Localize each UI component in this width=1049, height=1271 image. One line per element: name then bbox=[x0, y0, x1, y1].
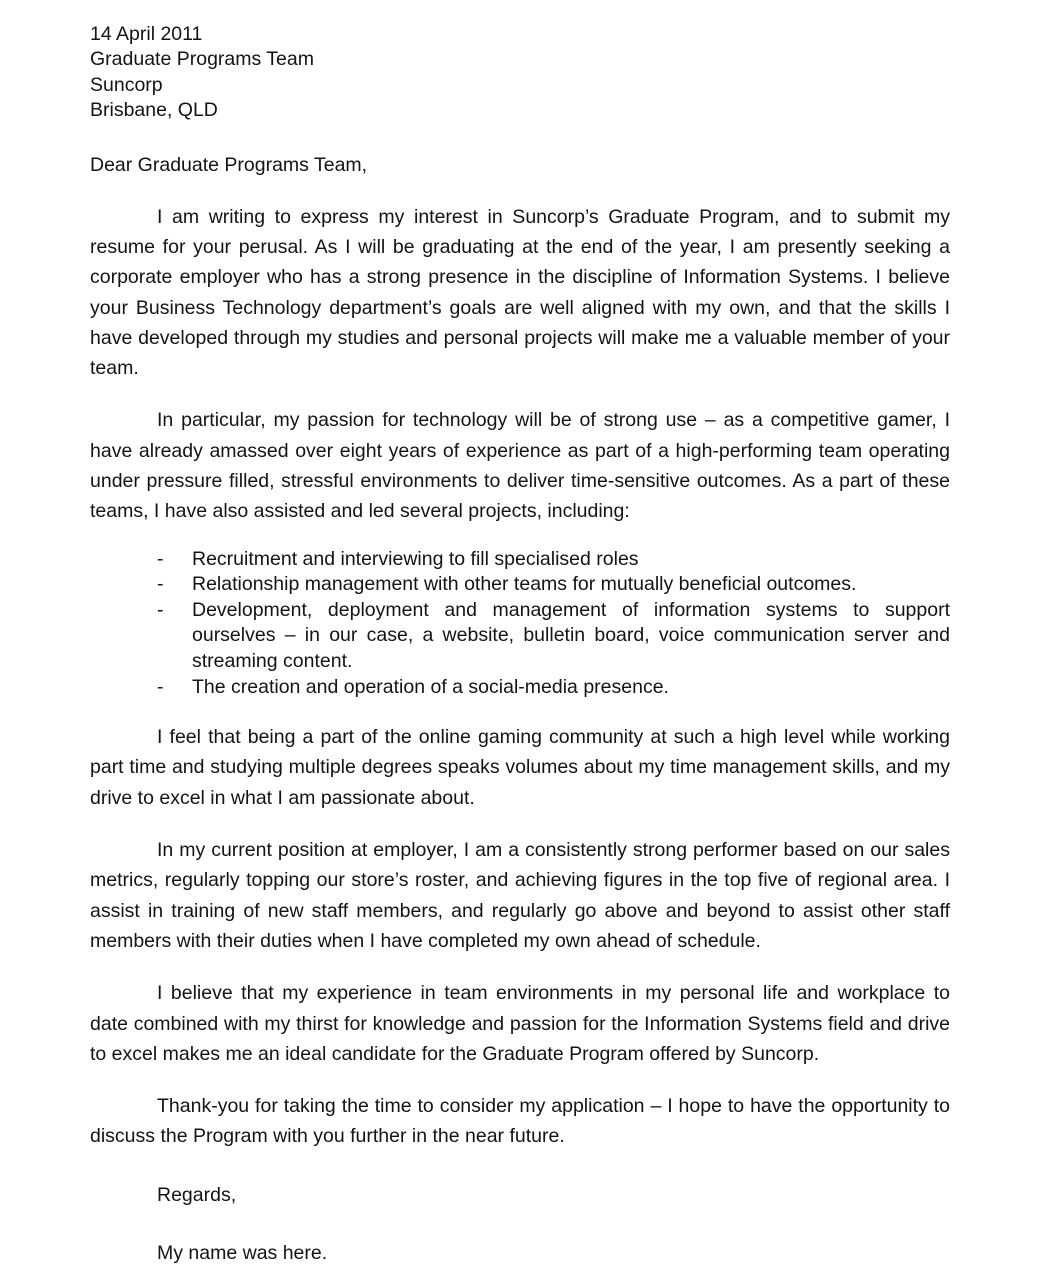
list-bullet-marker: - bbox=[157, 573, 164, 596]
list-item bbox=[90, 547, 950, 573]
list-bullet-marker: - bbox=[157, 675, 164, 698]
list-item-text: Recruitment and interviewing to fill specialised roles bbox=[192, 547, 639, 570]
salutation: Dear Graduate Programs Team, bbox=[90, 153, 368, 176]
recipient-company: Suncorp bbox=[90, 73, 163, 96]
body-paragraph-6: Thank-you for taking the time to consider my application – I hope to have the opportunity to discuss the Program with you further in the near future. bbox=[90, 1095, 950, 1148]
recipient-location: Brisbane, QLD bbox=[90, 99, 218, 122]
list-item bbox=[90, 572, 950, 598]
letter-content bbox=[90, 22, 950, 1268]
list-item-text: Relationship management with other teams for mutually beneficial outcomes. bbox=[192, 573, 857, 596]
body-paragraph-5: I believe that my experience in team environments in my personal life and workplace to date combined with my thirst for knowledge and passion for the Information Systems field and drive to excel makes me an ideal candidate for the Graduate Program offered by Suncorp. bbox=[90, 982, 950, 1065]
list-bullet-marker: - bbox=[157, 547, 164, 570]
recipient-team: Graduate Programs Team bbox=[90, 48, 314, 71]
body-paragraph-1: I am writing to express my interest in Suncorp’s Graduate Program, and to submit my resume for your perusal. As I will be graduating at the end of the year, I am presently seeking a corporate employer who has a strong presence in the discipline of Information Systems. I believe your Business Technology department’s goals are well aligned with my own, and that the skills I have developed through my studies and personal projects will make me a valuable member of your team. bbox=[90, 205, 950, 380]
sign-off: Regards, bbox=[157, 1183, 237, 1206]
body-paragraph-4: In my current position at employer, I am a consistently strong performer based on our sales metrics, regularly topping our store’s roster, and achieving figures in the top five of regional area. I assist in training of new staff members, and regularly go above and beyond to assist other staff members with their duties when I have completed my own ahead of schedule. bbox=[90, 839, 950, 952]
signature-name: My name was here. bbox=[157, 1241, 328, 1264]
list-item bbox=[90, 598, 950, 675]
list-item-text: The creation and operation of a social-media presence. bbox=[192, 675, 669, 698]
body-paragraph-3: I feel that being a part of the online gaming community at such a high level while working part time and studying multiple degrees speaks volumes about my time management skills, and my drive to excel in what I am passionate about. bbox=[90, 726, 950, 809]
list-item-text: Development, deployment and management of information systems to support ourselves – in our case, a website, bulletin board, voice communication server and streaming content. bbox=[192, 598, 950, 672]
body-paragraph-2: In particular, my passion for technology will be of strong use – as a competitive gamer, I have already amassed over eight years of experience as part of a high-performing team operating under pressure filled, stressful environments to deliver time-sensitive outcomes. As a part of these teams, I have also assisted and led several projects, including: bbox=[90, 409, 950, 523]
list-item bbox=[90, 675, 950, 701]
project-list bbox=[90, 547, 950, 701]
list-bullet-marker: - bbox=[157, 598, 164, 621]
letter-header-block bbox=[90, 22, 950, 124]
letter-date: 14 April 2011 bbox=[90, 23, 203, 45]
